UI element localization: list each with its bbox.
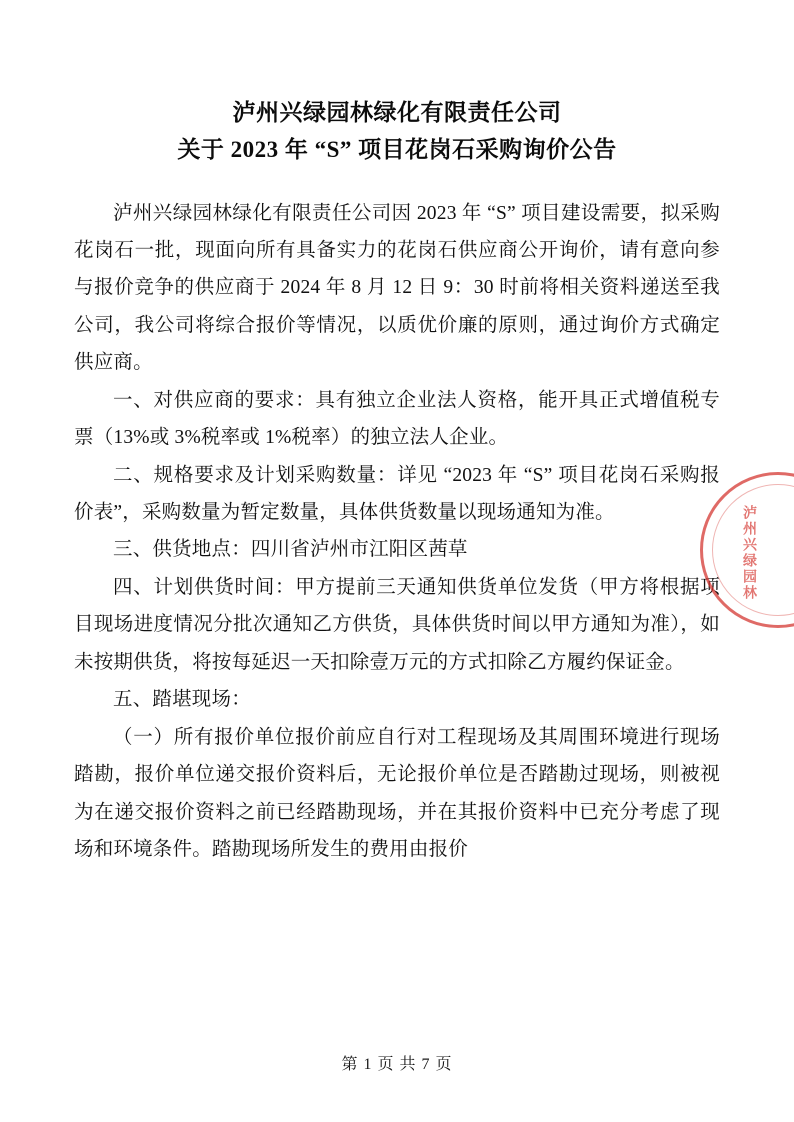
paragraph-supplier-requirements: 一、对供应商的要求：具有独立企业法人资格，能开具正式增值税专票（13%或 3%税率或 1%税率）的独立法人企业。 [74,389,720,449]
paragraph-spec-quantity: 二、规格要求及计划采购数量：详见 “2023 年 “S” 项目花岗石采购报价表”，采购数量为暂定数量，具体供货数量以现场通知为准。 [74,464,720,523]
page-footer: 第 1 页 共 7 页 [341,1056,453,1073]
title-line-1: 泸州兴绿园林绿化有限责任公司 [232,100,562,125]
title-line-2: 关于 2023 年 “S” 项目花岗石采购询价公告 [177,137,617,163]
document-body [74,195,720,869]
seal-label: 泸州兴绿园林 [741,505,756,601]
paragraph-site-survey-item-1: （一）所有报价单位报价前应自行对工程现场及其周围环境进行现场踏勘，报价单位递交报价资料后，无论报价单位是否踏勘过现场，则被视为在递交报价资料之前已经踏勘现场，并在其报价资料中已充分考虑了现场和环境条件。踏勘现场所发生的费用由报价 [74,726,720,860]
document-title [74,94,720,169]
paragraph-intro: 泸州兴绿园林绿化有限责任公司因 2023 年 “S” 项目建设需要，拟采购花岗石一批，现面向所有具备实力的花岗石供应商公开询价，请有意向参与报价竞争的供应商于 2024 年 8 月 12 日 9：30 时前将相关资料递送至我公司，我公司将综合报价等情况，以质优价廉的原则，通过询价方式确定供应商。 [74,202,720,374]
paragraph-delivery-location: 三、供货地点：四川省泸州市江阳区茜草 [113,539,468,561]
seal-inner-ring [712,484,794,616]
paragraph-delivery-time: 四、计划供货时间：甲方提前三天通知供货单位发货（甲方将根据项目现场进度情况分批次通知乙方供货，具体供货时间以甲方通知为准），如未按期供货，将按每延迟一天扣除壹万元的方式扣除乙方履约保证金。 [74,576,720,673]
paragraph-site-survey-heading: 五、踏堪现场： [113,689,251,711]
